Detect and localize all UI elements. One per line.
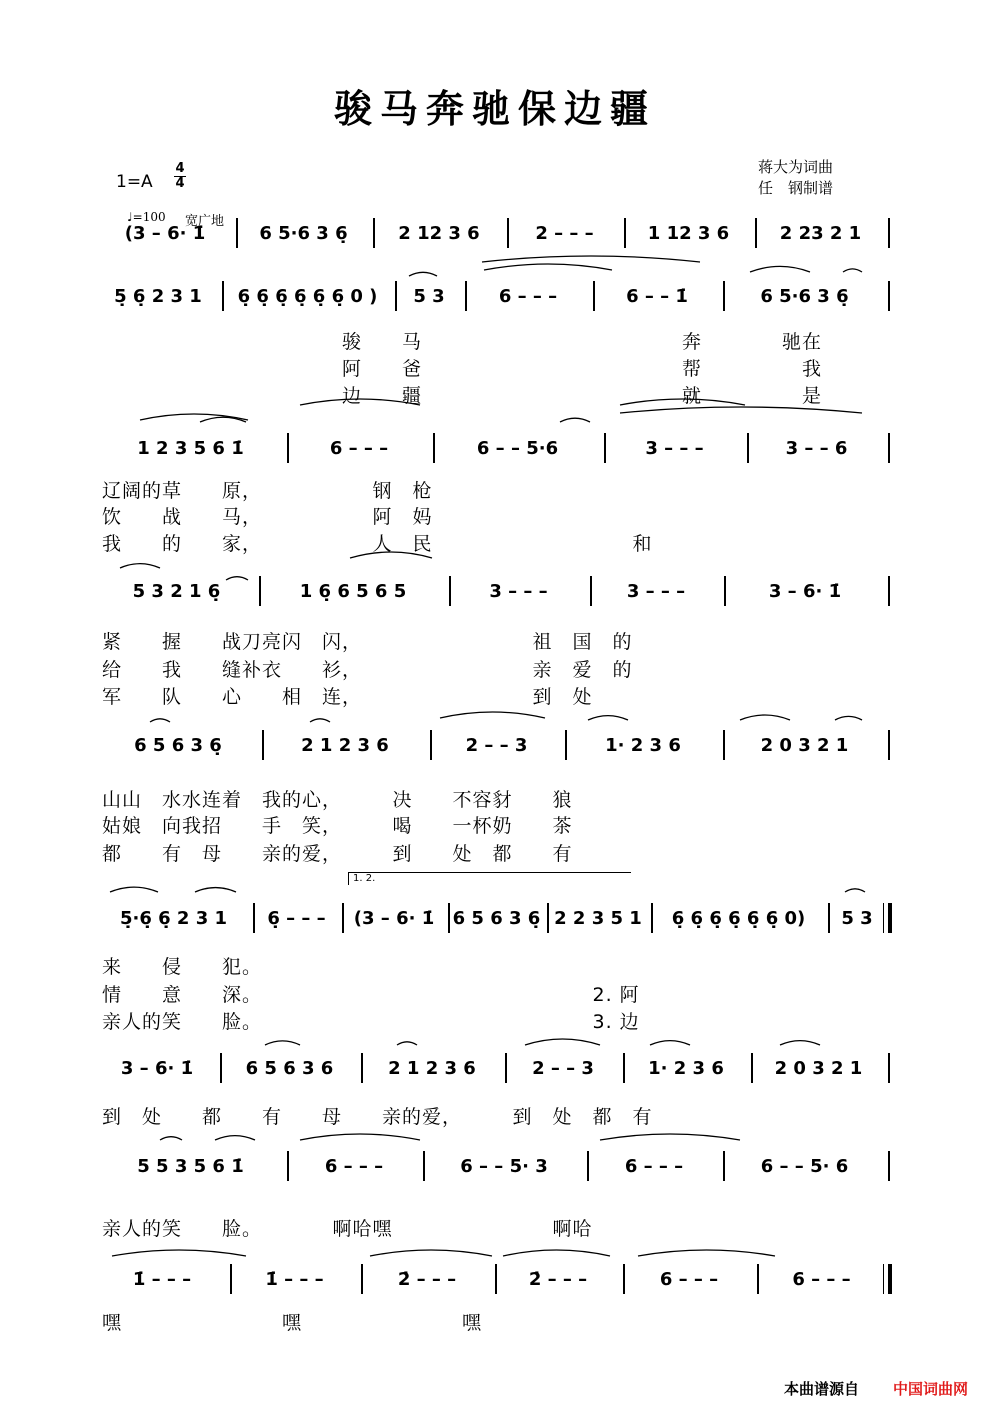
measure: 5̣·6̣ 6̣ 2 3 1 (119, 907, 228, 929)
lyric-line: 亲人的笑 脸。 3. 边 (102, 1011, 640, 1033)
slur-mark (482, 256, 700, 262)
slur-mark (150, 719, 170, 722)
slur-mark (300, 399, 420, 405)
measure: 1 2 3 5 6 1̇ (137, 437, 244, 459)
measure: 6 – – – (324, 1155, 384, 1177)
slur-mark (226, 577, 248, 580)
measure: 2 0 3 2 1 (760, 734, 849, 756)
measure: 2 – – 3 (465, 734, 528, 756)
slur-mark (409, 272, 437, 276)
slur-mark (650, 1041, 690, 1045)
measure: 2̇ – – – (528, 1268, 588, 1290)
key-signature: 1=A (116, 172, 153, 192)
lyric-line: 嘿 嘿 嘿 (102, 1312, 483, 1334)
measure: 5 5 3 5 6 1̇ (137, 1155, 244, 1177)
measure: 2 – – 3 (532, 1057, 594, 1079)
slur-mark (112, 1250, 246, 1256)
slur-mark (370, 1250, 492, 1256)
slur-mark (620, 407, 862, 413)
measure: 6 – – 5· 6 (760, 1155, 849, 1177)
measure: 5 3 2 1 6̣ (132, 580, 221, 602)
measure: 6 – – 5· 3 (460, 1155, 548, 1177)
lyric-line: 边 疆 就 是 (102, 385, 823, 407)
measure: 3 – – – (626, 580, 686, 602)
measure: 1 12 3 6 (647, 222, 730, 244)
measure: 1· 2 3 6 (605, 734, 681, 756)
lyric-line: 给 我 缝补衣 衫， 亲 爱 的 (102, 659, 633, 681)
measure: 6 5 6 3 6 (245, 1057, 334, 1079)
slur-mark (845, 889, 865, 892)
slur-mark (350, 552, 432, 558)
slur-mark (440, 712, 545, 718)
time-signature: 4 4 (175, 161, 185, 191)
measure: 1̇ – – – (132, 1268, 192, 1290)
measure: 6 – – – (498, 285, 558, 307)
lyric-line: 紧 握 战刀亮闪 闪， 祖 国 的 (102, 631, 633, 653)
measure: 2 23 2 1 (779, 222, 862, 244)
measure: 6 5·6 3 6̣ (259, 222, 348, 244)
lyric-line: 饮 战 马， 阿 妈 (102, 506, 433, 528)
slur-mark (843, 269, 862, 272)
slur-mark (140, 414, 248, 420)
measure: 2 – – – (535, 222, 594, 244)
slur-mark (265, 1041, 300, 1045)
footer-source-label: 本曲谱源自 (784, 1380, 860, 1398)
measure: 2 0 3 2 1 (774, 1057, 863, 1079)
measure: (3 – 6· 1̇ (124, 222, 206, 244)
footer-site-link[interactable]: 中国词曲网 (893, 1380, 969, 1398)
slur-mark (310, 719, 330, 722)
lyric-line: 军 队 心 相 连， 到 处 (102, 686, 593, 708)
slur-mark (588, 716, 628, 720)
lyric-line: 我 的 家， 人 民 和 (102, 533, 653, 555)
measure: 6̣ 6̣ 6̣ 6̣ 6̣ 6̣ 0) (671, 907, 806, 929)
measure: 3 – 6· 1̇ (120, 1057, 194, 1079)
measure: 5 3 (413, 285, 445, 307)
slur-mark (300, 1134, 420, 1140)
song-title: 骏马奔驰保边疆 (333, 86, 656, 131)
measure: 3 – 6· 1̇ (768, 580, 842, 602)
measure: 2̇ – – – (397, 1268, 457, 1290)
measure: 6̣ – – – (267, 907, 326, 929)
lyric-line: 辽阔的草 原， 钢 枪 (102, 480, 433, 502)
measure: 6̣ 6̣ 6̣ 6̣ 6̣ 6̣ 0 ) (237, 285, 378, 307)
slur-mark (620, 399, 745, 405)
measure: 1̇ – – – (265, 1268, 324, 1290)
measure: 3 – – 6 (785, 437, 848, 459)
slur-mark (750, 266, 810, 272)
credit-lyricist-composer: 蒋大为词曲 (758, 158, 834, 176)
slur-mark (215, 1136, 255, 1140)
slur-mark (560, 418, 590, 422)
lyric-line: 亲人的笑 脸。 啊哈嘿 啊哈 (102, 1218, 593, 1240)
measure: 2 1 2 3 6 (388, 1057, 476, 1079)
credit-transcriber: 任 钢制谱 (758, 179, 834, 197)
slur-mark (120, 564, 160, 568)
measure: 6 – – 1̇ (626, 285, 688, 307)
lyric-line: 到 处 都 有 母 亲的爱， 到 处 都 有 (102, 1106, 653, 1128)
lyric-line: 来 侵 犯。 (102, 956, 263, 978)
measure: 3 – – – (645, 437, 704, 459)
measure: 6 – – – (624, 1155, 684, 1177)
measure: 3 – – – (489, 580, 548, 602)
lyric-line: 山山 水水连着 我的心， 决 不容豺 狼 (102, 789, 573, 811)
measure: 1· 2 3 6 (648, 1057, 724, 1079)
slur-mark (835, 716, 862, 720)
lyric-line: 姑娘 向我招 手 笑， 喝 一杯奶 茶 (102, 815, 573, 837)
lyric-line: 情 意 深。 2. 阿 (102, 984, 640, 1006)
measure: 2 2 3 5 1 (554, 907, 642, 929)
measure: 2 1 2 3 6 (301, 734, 389, 756)
lyric-line: 骏 马 奔 驰在 (102, 331, 823, 353)
measure: 6 – – – (792, 1268, 851, 1290)
slur-mark (600, 1134, 740, 1140)
slur-mark (780, 1041, 820, 1045)
measure: 5̣ 6̣ 2 3 1 (114, 285, 202, 307)
measure: 5 3 (841, 907, 873, 929)
slur-mark (638, 1250, 775, 1256)
measure: (3 – 6· 1̇ (353, 907, 435, 929)
measure: 6 5 6 3 6̣ (134, 734, 222, 756)
slur-mark (484, 264, 612, 270)
slur-mark (525, 1039, 600, 1045)
measure: 6 – – 5·6 (476, 437, 559, 459)
tempo-marking: ♩=100 (127, 210, 166, 224)
measure: 1 6̣ 6 5 6 5 (299, 580, 407, 602)
volta-bracket: 1. 2. (348, 872, 631, 885)
measure: 6 – – – (659, 1268, 719, 1290)
slur-mark (160, 1137, 182, 1140)
slur-mark (503, 1250, 610, 1256)
expression-marking: 宽广地 (185, 214, 225, 229)
slur-mark (110, 887, 158, 892)
measure: 6 5 6 3 6̣ (452, 907, 541, 929)
slur-mark (397, 1042, 417, 1045)
measure: 2 12 3 6 (398, 222, 480, 244)
lyric-line: 阿 爸 帮 我 (102, 358, 823, 380)
measure: 6 5·6 3 6̣ (760, 285, 849, 307)
lyric-line: 都 有 母 亲的爱， 到 处 都 有 (102, 843, 573, 865)
slur-mark (195, 888, 236, 892)
slur-mark (740, 715, 790, 720)
measure: 6 – – – (329, 437, 389, 459)
